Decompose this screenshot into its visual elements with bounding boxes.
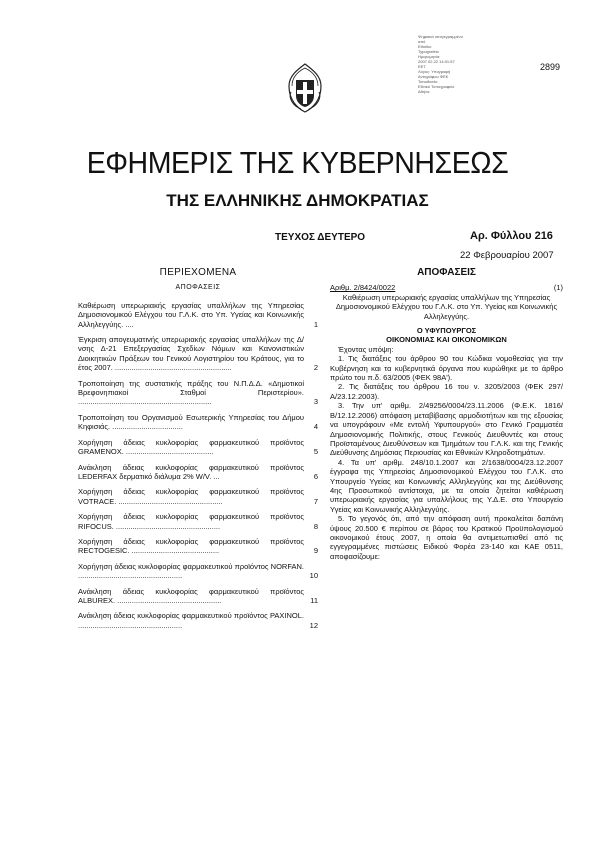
toc-page: 10 <box>309 571 318 581</box>
stamp-line: Εθνικό Τυπογραφείο <box>418 84 455 89</box>
gazette-title: ΕΦΗΜΕΡΙΣ ΤΗΣ ΚΥΒΕΡΝΗΣΕΩΣ <box>86 145 509 180</box>
toc-text: Χορήγηση άδειας κυκλοφορίας φαρμακευτικού προϊόντος RIFOCUS. .................................................. <box>78 512 304 531</box>
issue-label: ΤΕΥΧΟΣ ΔΕΥΤΕΡΟ <box>275 232 366 243</box>
stamp-line: EET <box>418 64 426 69</box>
page-number: 2899 <box>540 62 561 72</box>
paragraph: 4. Τα υπ' αριθμ. 248/10.1.2007 και 2/1638/0004/23.12.2007 έγγραφα της Υπηρεσίας Δημοσιονομικού Ελέγχου του Γ.Λ.Κ. στο Υπουργείο Υγείας και Κοινωνικής Αλληλεγγύης και της Διεύθυνσης 4ης Προσωπικού αντίστοιχα, με τα οποία ζητείται καθιέρωση υπερωριακής εργασίας για υπαλλήλους της Υ.Δ.Ε. στο Υπουργείο Υγείας και Κοινωνικής Αλληλεγγύης. <box>330 457 563 514</box>
toc-page: 1 <box>313 319 318 329</box>
paragraph: 5. Το γεγονός ότι, από την απόφαση αυτή προκαλείται δαπάνη ύψους 20.500 € περίπου σε βάρος του Κρατικού Προϋπολογισμού οικονομικού έτους 2007, η οποία θα αντιμετωπισθεί από τις εγγεγραμμένες πιστώσεις Ειδικού Φορέα 23-140 και ΚΑΕ 0511, αποφασίζουμε: <box>330 514 563 561</box>
toc-entry <box>78 413 318 432</box>
decisions-subheading: ΑΠΟΦΑΣΕΙΣ <box>175 284 221 292</box>
stamp-line: Ethniko <box>418 44 432 49</box>
stamp-line: Αντιγράφου ΦΕΚ <box>418 74 449 79</box>
toc-entry <box>78 611 318 630</box>
toc-page: 7 <box>313 496 318 506</box>
toc-text: Χορήγηση άδειας κυκλοφορίας φαρμακευτικού προϊόντος RECTOGESIC. .......................................... <box>78 536 304 556</box>
toc-entry <box>78 335 318 373</box>
stamp-line: από <box>418 39 426 44</box>
toc-text: Ανάκληση άδειας κυκλοφορίας φαρμακευτικού προϊόντος ALBUREX. .................................................. <box>78 586 304 605</box>
toc-text: Ανάκληση άδειας κυκλοφορίας φαρμακευτικού προϊόντος PAXINOL. .................................................. <box>78 611 304 630</box>
decisions-column <box>330 268 563 561</box>
decision-description: Καθιέρωση υπερωριακής εργασίας υπαλλήλων της Υπηρεσίας Δημοσιονομικού Ελέγχου του Γ.Λ.Κ. στο Υπ. Υγείας και Κοινωνικής Αλληλεγγύης. <box>335 292 558 321</box>
toc-entry <box>78 587 318 606</box>
toc-text: Έγκριση απογευματινής υπερωριακής εργασίας υπαλλήλων της Δ/νσης Δ-21 Επεξεργασίας Σχεδίων Νόμων και Κανονιστικών Διοικητικών Πράξεων του Γενικού Λογιστηρίου του Κράτους, για το έτος 2007. ........................................................ <box>78 335 304 373</box>
greek-coat-of-arms-icon <box>285 62 325 114</box>
toc-page: 6 <box>313 471 318 481</box>
toc-entry <box>78 487 318 506</box>
toc-entry <box>78 537 318 556</box>
authority-ministry: ΟΙΚΟΝΟΜΙΑΣ ΚΑΙ ΟΙΚΟΝΟΜΙΚΩΝ <box>386 335 507 345</box>
stamp-line: Τοποθεσία: <box>418 79 438 84</box>
toc-text: Χορήγηση άδειας κυκλοφορίας φαρμακευτικού προϊόντος NORFAN. .................................................. <box>78 561 304 581</box>
gazette-subtitle: ΤΗΣ ΕΛΛΗΝΙΚΗΣ ΔΗΜΟΚΡΑΤΙΑΣ <box>166 191 429 210</box>
stamp-line: Typografeio <box>418 49 439 54</box>
toc-entry <box>78 512 318 531</box>
toc-page: 4 <box>313 422 318 432</box>
toc-page: 12 <box>309 620 318 630</box>
toc-text: Χορήγηση άδειας κυκλοφορίας φαρμακευτικού προϊόντος GRAMENOX. .......................................... <box>78 437 304 457</box>
intro-text: Έχοντας υπόψη: <box>338 344 394 354</box>
toc-entry <box>78 438 318 457</box>
toc-page: 2 <box>313 363 318 373</box>
stamp-line: Αθήνα <box>418 89 430 94</box>
toc-text: Καθιέρωση υπερωριακής εργασίας υπαλλήλων της Υπηρεσίας Δημοσιονομικού Ελέγχου του Γ.Λ.Κ. στο Υπ. Υγείας και Κοινωνικής Αλληλεγγύης. .... <box>78 300 304 329</box>
decision-reference <box>330 283 563 292</box>
toc-page: 8 <box>313 521 318 531</box>
decisions-heading: ΑΠΟΦΑΣΕΙΣ <box>417 267 476 278</box>
toc-entry <box>78 562 318 581</box>
toc-page: 3 <box>313 397 318 407</box>
toc-entry <box>78 301 318 329</box>
toc-entry <box>78 463 318 482</box>
digital-signature-stamp <box>418 34 478 94</box>
stamp-line: Λόγος: Υπογραφή <box>418 69 451 74</box>
toc-text: Ανάκληση άδειας κυκλοφορίας φαρμακευτικού προϊόντος LEDERFAX δερματικό διάλυμα 2% W/V. ... <box>78 462 304 481</box>
stamp-line: Ψηφιακά υπογεγραμμένο <box>418 34 463 39</box>
paragraph: 3. Την υπ' αριθμ. 2/49256/0004/23.11.2006 (Φ.Ε.Κ. 1816/ Β/12.12.2006) απόφαση μεταβίβασης αρμοδιοτήτων και της εξουσίας να υπογράφουν «Με εντολή Υφυπουργού» στο Γενικό Γραμματέα Δημοσιονομικής Πολιτικής, στους Γενικούς Διευθυντές και στους Προϊσταμένους Διευθύνσεων και Τμημάτων του Γ.Λ.Κ. και της Γενικής Διεύθυνσης Δημόσιας Περιουσίας και Εθνικών Κληροδοτημάτων. <box>330 401 563 458</box>
toc-page: 11 <box>310 595 318 605</box>
toc-text: Χορήγηση άδειας κυκλοφορίας φαρμακευτικού προϊόντος VOTRACE. .................................................. <box>78 487 304 506</box>
authority-title: Ο ΥΦΥΠΟΥΡΓΟΣ <box>416 326 477 336</box>
stamp-line: 2007.02.22 14:01:57 <box>418 59 455 64</box>
decision-index: (1) <box>553 283 563 293</box>
sheet-number: Αρ. Φύλλου 216 <box>470 230 553 242</box>
paragraph: 2. Τις διατάξεις του άρθρου 16 του ν. 3205/2003 (ΦΕΚ 297/Α/23.12.2003). <box>330 382 563 401</box>
toc-page: 9 <box>313 546 318 556</box>
stamp-line: Ημερομηνία: <box>418 54 441 59</box>
paragraph: 1. Τις διατάξεις του άρθρου 90 του Κώδικα νομοθεσίας για την Κυβέρνηση και τα κυβερνητικά όργανα που κυρώθηκε με το άρθρο πρώτο του π.δ. 63/2005 (ΦΕΚ 98Α'). <box>330 354 563 383</box>
toc-text: Τροποποίηση του Οργανισμού Εσωτερικής Υπηρεσίας του Δήμου Κηφισιάς. .................................. <box>78 412 304 432</box>
issue-date: 22 Φεβρουαρίου 2007 <box>460 250 554 261</box>
contents-heading: ΠΕΡΙΕΧΟΜΕΝΑ <box>159 267 237 278</box>
reference-number: Αριθμ. 2/8424/0022 <box>330 283 396 293</box>
toc-text: Τροποποίηση της συστατικής πράξης του Ν.Π.Δ.Δ. «Δημοτικοί Βρεφονηπιακοί Σταθμοί Περιστερίου». ................................................................ <box>78 378 304 407</box>
toc-page: 5 <box>313 447 318 457</box>
toc-entry <box>78 379 318 407</box>
contents-column <box>78 268 318 636</box>
